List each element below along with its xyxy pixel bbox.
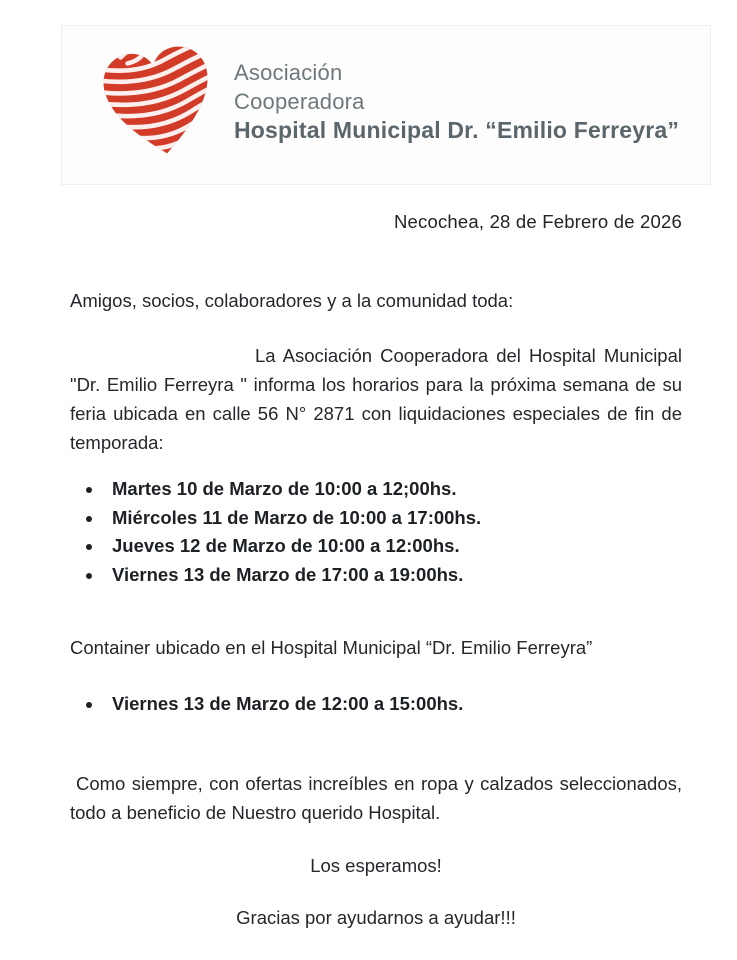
intro-paragraph: La Asociación Cooperadora del Hospital Municipal "Dr. Emilio Ferreyra " informa los horarios para la próxima semana de su feria ubicada en calle 56 N° 2871 con liquidaciones especiales de fin de temporada: <box>70 345 682 453</box>
feria-schedule-item: • Jueves 12 de Marzo de 10:00 a 12:00hs. <box>104 532 682 561</box>
thanks-line: Gracias por ayudarnos a ayudar!!! <box>236 906 516 928</box>
closing-paragraph: Como siempre, con ofertas increíbles en ropa y calzados seleccionados, todo a beneficio de Nuestro querido Hospital. <box>70 772 682 823</box>
organization-name <box>234 26 679 145</box>
letterhead <box>61 25 711 185</box>
org-line-1: Asociación <box>234 60 343 85</box>
container-schedule-list <box>70 690 682 719</box>
salutation: Amigos, socios, colaboradores y a la comunidad toda: <box>70 290 514 311</box>
container-schedule-item: • Viernes 13 de Marzo de 12:00 a 15:00hs. <box>104 690 682 719</box>
feria-schedule-item: • Martes 10 de Marzo de 10:00 a 12;00hs. <box>104 475 682 504</box>
farewell-line: Los esperamos! <box>310 854 442 876</box>
feria-schedule-item: • Viernes 13 de Marzo de 17:00 a 19:00hs. <box>104 561 682 590</box>
heart-logo-icon <box>98 32 220 172</box>
org-line-2: Cooperadora <box>234 89 365 114</box>
letter-body <box>70 185 682 932</box>
dateline: Necochea, 28 de Febrero de 2026 <box>393 211 682 232</box>
container-heading: Container ubicado en el Hospital Municipal “Dr. Emilio Ferreyra” <box>70 637 593 658</box>
feria-schedule-item: • Miércoles 11 de Marzo de 10:00 a 17:00hs. <box>104 504 682 533</box>
org-line-3: Hospital Municipal Dr. “Emilio Ferreyra” <box>234 117 680 143</box>
feria-schedule-list <box>70 475 682 589</box>
